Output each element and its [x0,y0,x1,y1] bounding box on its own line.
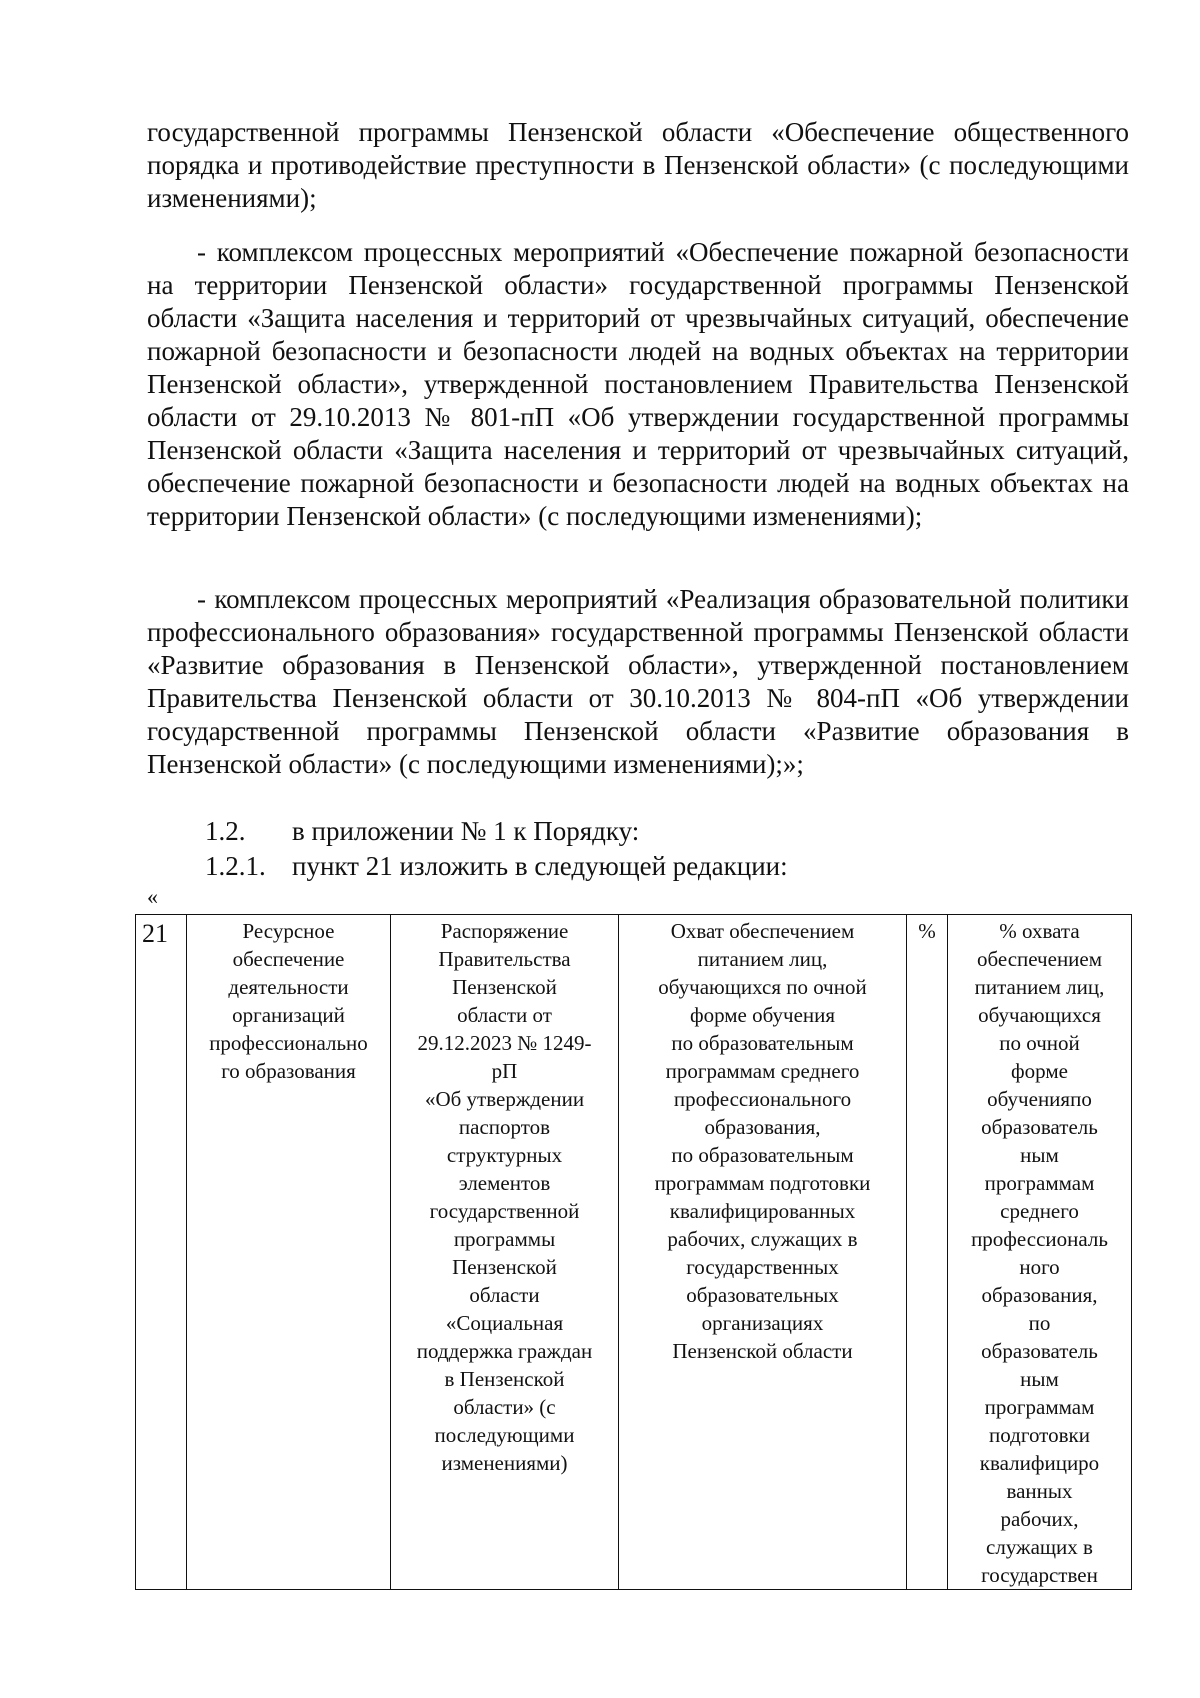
cell-text-line: программам [984,1171,1095,1195]
cell-text-line: образования, [704,1115,821,1139]
cell-text-line: организаций [232,1003,345,1027]
cell-text-line: среднего [1000,1199,1079,1223]
paragraph-program-public-order: государственной программы Пензенской области «Обеспечение общественного порядка и противодействие преступности в Пензенской области» (с последующими изменениями); [147,117,1129,213]
cell-text-line: рабочих, [1000,1507,1079,1531]
table-cell-name [187,915,391,1590]
cell-text-line: Пензенской области [672,1339,853,1363]
table-cell-document [391,915,619,1590]
cell-lines [191,917,386,1085]
cell-text-line: обучающихся [978,1003,1101,1027]
cell-text-line: «Об утверждении [424,1087,585,1111]
cell-text-line: рабочих, служащих в [667,1227,858,1251]
cell-text-line: программам среднего [665,1059,860,1083]
cell-text-line: организациях [701,1311,824,1335]
cell-text-line: образователь [981,1115,1098,1139]
cell-text-line: Ресурсное [242,919,335,943]
cell-text-line: программам подготовки [654,1171,871,1195]
appendix-table [135,914,1132,1590]
cell-text-line: квалифициро [979,1451,1100,1475]
item-1-2 [205,815,639,848]
cell-text-line: поддержка граждан [416,1339,593,1363]
table-cell-indicator [619,915,907,1590]
cell-text-line: области [469,1283,540,1307]
table-cell-row-number: 21 [136,915,187,1590]
cell-text-line: форме обучения [689,1003,836,1027]
paragraph-professional-education: - комплексом процессных мероприятий «Реализация образовательной политики профессионального образования» государственной программы Пензенской области «Развитие образования в Пензенской области», утвержденной постановлением Правительства Пензенской области от 30.10.2013 № 804-пП «Об утверждении государственной программы Пензенской области «Развитие образования в Пензенской области» (с последующими изменениями);»; [147,584,1129,779]
cell-text-line: профессионально [209,1031,368,1055]
cell-text-line: обеспечение [232,947,345,971]
cell-text-line: в Пензенской [444,1367,565,1391]
item-1-2-number: 1.2. [205,816,246,846]
cell-text-line: элементов [458,1171,551,1195]
item-1-2-1 [205,850,788,883]
cell-text-line: Пензенской [452,1255,557,1279]
cell-text-line: обучающихся по очной [658,975,867,999]
cell-text-line: образования, [981,1283,1098,1307]
cell-text-line: области от [457,1003,552,1027]
cell-text-line: по образовательным [671,1143,854,1167]
cell-text-line: служащих в [986,1535,1093,1559]
cell-lines [623,917,902,1365]
cell-text-line: ного [1019,1255,1060,1279]
cell-text-line: рП [491,1059,518,1083]
cell-text-line: Правительства [438,947,571,971]
cell-text-line: питанием лиц, [974,975,1105,999]
cell-text-line: % охвата [999,919,1080,943]
cell-text-line: государствен [981,1563,1098,1587]
table-row [136,915,1132,1590]
cell-text-line: программам [984,1395,1095,1419]
cell-text-line: обеспечением [976,947,1103,971]
cell-text-line: последующими [434,1423,575,1447]
cell-text-line: подготовки [989,1423,1090,1447]
cell-text-line: Пензенской [452,975,557,999]
cell-text-line: Охват обеспечением [670,919,855,943]
cell-text-line: изменениями) [441,1451,568,1475]
cell-text-line: форме [1011,1059,1068,1083]
cell-text-line: «Социальная [445,1311,564,1335]
item-1-2-text: в приложении № 1 к Порядку: [292,816,640,846]
table-cell-description [948,915,1132,1590]
cell-text-line: Распоряжение [440,919,569,943]
cell-text-line: образовательных [686,1283,839,1307]
table-cell-unit: % [907,915,948,1590]
cell-text-line: программы [453,1227,556,1251]
cell-text-line: по очной [999,1031,1080,1055]
cell-text-line: структурных [446,1143,563,1167]
cell-text-line: по образовательным [671,1031,854,1055]
cell-text-line: обученияпо [987,1087,1092,1111]
cell-text-line: по [1028,1311,1051,1335]
cell-text-line: квалифицированных [669,1199,856,1223]
cell-text-line: образователь [981,1339,1098,1363]
cell-text-line: государственной [429,1199,580,1223]
cell-text-line: деятельности [228,975,349,999]
cell-text-line: профессионального [673,1087,852,1111]
opening-quote-mark: « [147,884,158,909]
cell-text-line: паспортов [458,1115,551,1139]
cell-text-line: 29.12.2023 № 1249- [417,1031,592,1055]
cell-text-line: государственных [686,1255,839,1279]
cell-text-line: ным [1020,1367,1059,1391]
item-1-2-1-number: 1.2.1. [205,851,266,881]
cell-text-line: ванных [1006,1479,1073,1503]
cell-text-line: го образования [221,1059,356,1083]
paragraph-fire-safety: - комплексом процессных мероприятий «Обеспечение пожарной безопасности на территории Пензенской области» государственной программы Пензенской области «Защита населения и территорий от чрезвычайных ситуаций, обеспечение пожарной безопасности и безопасности людей на водных объектах на территории Пензенской области», утвержденной постановлением Правительства Пензенской области от 29.10.2013 № 801-пП «Об утверждении государственной программы Пензенской области «Защита населения и территорий от чрезвычайных ситуаций, обеспечение пожарной безопасности и безопасности людей на водных объектах на территории Пензенской области» (с последующими изменениями); [147,237,1129,531]
item-1-2-1-text: пункт 21 изложить в следующей редакции: [292,851,788,881]
cell-text-line: профессиональ [971,1227,1108,1251]
cell-lines [952,917,1127,1589]
cell-text-line: ным [1020,1143,1059,1167]
cell-text-line: области» (с [453,1395,556,1419]
cell-text-line: питанием лиц, [697,947,828,971]
cell-lines [395,917,614,1477]
